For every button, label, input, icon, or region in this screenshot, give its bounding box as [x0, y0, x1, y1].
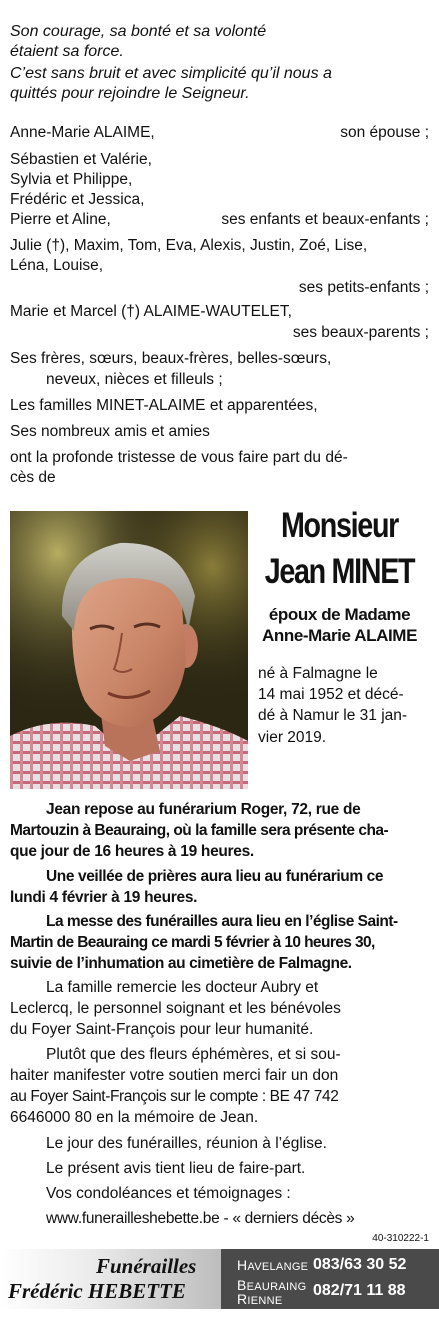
detail-p2-line-2: lundi 4 février à 19 heures. — [10, 889, 198, 906]
grandchildren-role: ses petits-enfants ; — [298, 279, 429, 296]
detail-p1-line-1: Jean repose au funérarium Roger, 72, rue de — [46, 801, 361, 818]
siblings-line-1: Ses frères, sœurs, beaux-frères, belles-sœurs, — [10, 350, 332, 367]
website-link[interactable]: www.funerailleshebette.be - « derniers décès » — [46, 1210, 355, 1227]
born-line-4: vier 2019. — [258, 729, 327, 746]
funeral-home-banner — [0, 1249, 439, 1309]
born-line-3: dé à Namur le 31 jan- — [258, 707, 408, 724]
detail-p1-line-3: que jour de 16 heures à 19 heures. — [10, 843, 254, 860]
detail-p4-line-1: La famille remercie les docteur Aubry et — [46, 979, 319, 996]
parents-in-law-role: ses beaux-parents ; — [292, 324, 429, 341]
detail-p6: Le jour des funérailles, réunion à l’église. — [46, 1135, 327, 1152]
portrait-illustration — [10, 511, 248, 789]
brand-line-1: Funérailles — [96, 1254, 197, 1278]
children-line-4: Pierre et Aline, — [10, 211, 111, 228]
detail-p2-line-1: Une veillée de prières aura lieu au funérarium ce — [46, 868, 384, 885]
children-line-2: Sylvia et Philippe, — [10, 171, 133, 188]
announce-line-2: cès de — [10, 469, 56, 486]
friends-line: Ses nombreux amis et amies — [10, 423, 210, 440]
spouse-of-line-1: époux de Madame — [268, 605, 411, 624]
detail-p5-line-3: au Foyer Saint-François sur le compte : BE 47 742 — [10, 1088, 339, 1105]
born-line-2: 14 mai 1952 et décé- — [258, 686, 404, 703]
phone-beauraing: 082/71 11 88 — [313, 1282, 406, 1299]
banner-contact-panel — [221, 1249, 439, 1309]
grandchildren-line-1: Julie (†), Maxim, Tom, Eva, Alexis, Justin, Zoé, Lise, — [10, 237, 368, 254]
detail-p1-line-2: Martouzin à Beauraing, où la famille sera présente cha- — [10, 822, 389, 839]
spouse-role: son épouse ; — [340, 124, 429, 141]
intro-line-1: Son courage, sa bonté et sa volonté — [10, 23, 267, 40]
detail-p7: Le présent avis tient lieu de faire-part. — [46, 1160, 306, 1177]
intro-line-3: C’est sans bruit et avec simplicité qu’il nous a — [10, 65, 332, 82]
born-line-1: né à Falmagne le — [258, 665, 378, 682]
city-beauraing: BEAURAING — [237, 1277, 307, 1293]
detail-p3-line-3: suivie de l’inhumation au cimetière de Falmagne. — [10, 955, 352, 972]
detail-p8: Vos condoléances et témoignages : — [46, 1185, 291, 1202]
detail-p3-line-2: Martin de Beauraing ce mardi 5 février à 10 heures 30, — [10, 934, 375, 951]
intro-line-4: quittés pour rejoindre le Seigneur. — [10, 85, 250, 102]
siblings-line-2: neveux, nièces et filleuls ; — [46, 371, 223, 388]
grandchildren-line-2: Léna, Louise, — [10, 257, 104, 274]
children-line-3: Frédéric et Jessica, — [10, 191, 145, 208]
deceased-name: Jean MINET — [264, 552, 415, 591]
announce-line-1: ont la profonde tristesse de vous faire part du dé- — [10, 449, 348, 466]
children-role: ses enfants et beaux-enfants ; — [221, 211, 429, 228]
detail-p5-line-2: haiter manifester votre soutien merci fair un don — [10, 1067, 339, 1084]
city-havelange: HAVELANGE — [237, 1257, 309, 1273]
detail-p5-line-4: 6646000 80 en la mémoire de Jean. — [10, 1109, 259, 1126]
children-line-1: Sébastien et Valérie, — [10, 151, 152, 168]
brand-line-2: Frédéric HEBETTE — [8, 1279, 186, 1303]
parents-in-law: Marie et Marcel (†) ALAIME-WAUTELET, — [10, 303, 292, 320]
city-rienne: RIENNE — [237, 1291, 283, 1307]
portrait-photo — [10, 511, 248, 789]
spouse-of-line-2: Anne-Marie ALAIME — [261, 626, 418, 645]
deceased-title: Monsieur — [280, 506, 399, 545]
detail-p4-line-2: Leclercq, le personnel soignant et les bénévoles — [10, 1000, 341, 1017]
detail-p5-line-1: Plutôt que des fleurs éphémères, et si sou- — [46, 1046, 341, 1063]
phone-havelange: 083/63 30 52 — [313, 1256, 407, 1273]
detail-p4-line-3: du Foyer Saint-François pour leur humanité. — [10, 1021, 314, 1038]
detail-p3-line-1: La messe des funérailles aura lieu en l’église Saint- — [46, 913, 398, 930]
intro-line-2: étaient sa force. — [10, 43, 124, 60]
spouse-name: Anne-Marie ALAIME, — [10, 124, 155, 141]
ad-reference: 40-310222-1 — [372, 1233, 429, 1244]
banner-brand-panel — [0, 1249, 221, 1309]
families-line: Les familles MINET-ALAIME et apparentées, — [10, 397, 318, 414]
